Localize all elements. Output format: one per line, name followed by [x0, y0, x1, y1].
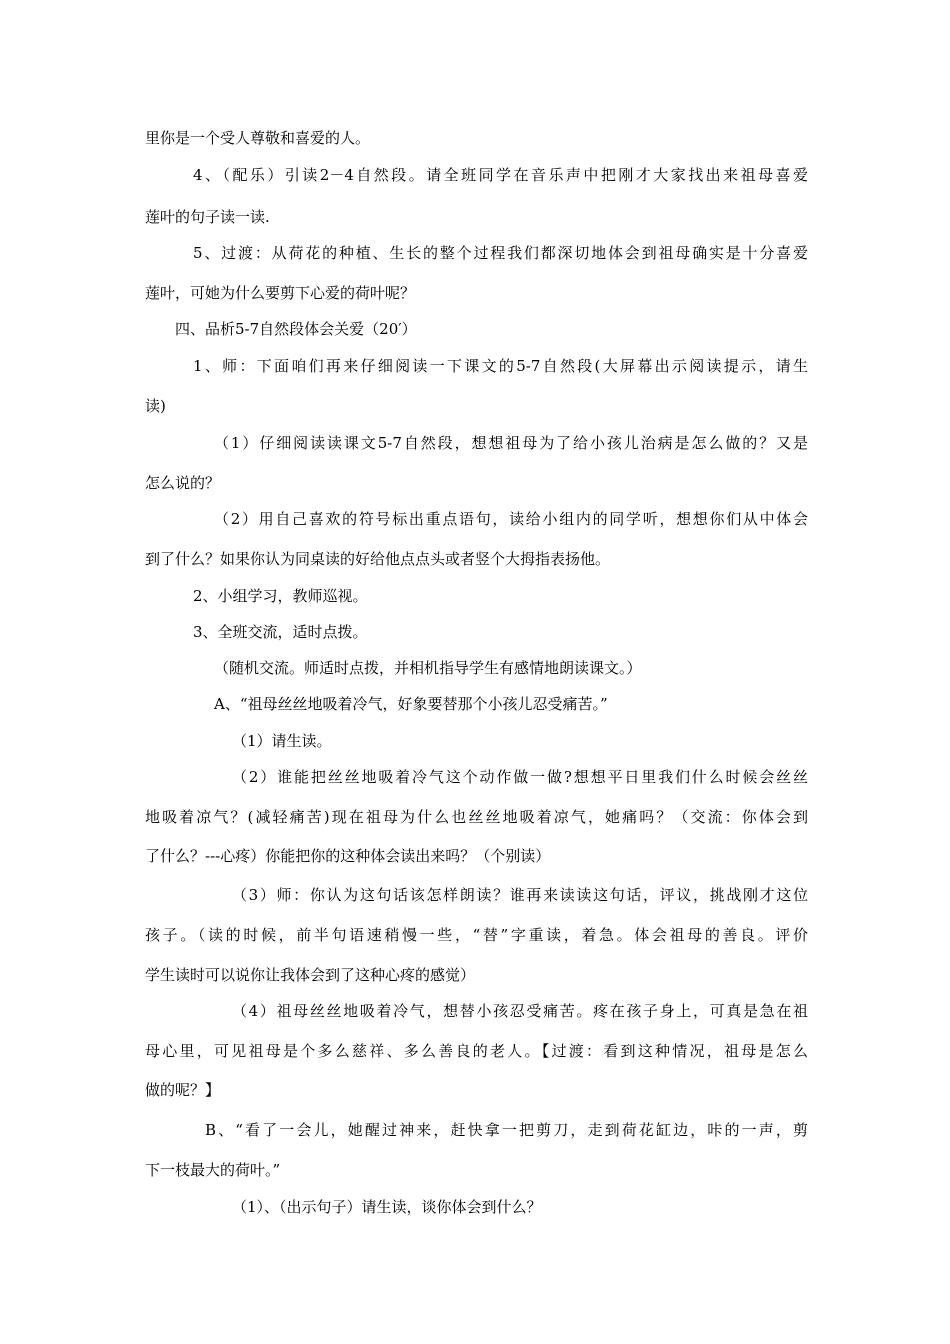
text-line-25: 母心里，可见祖母是个多么慈祥、多么善良的老人。【过渡：看到这种情况，祖母是怎么	[145, 1042, 808, 1060]
text-line-4: 5、过渡：从荷花的种植、生长的整个过程我们都深切地体会到祖母确实是十分喜爱	[193, 244, 808, 262]
text-line-23: 学生读时可以说你让我体会到了这种心疼的感觉）	[145, 966, 476, 984]
text-line-14: 3、全班交流，适时点拨。	[193, 623, 368, 641]
text-line-9: （1）仔细阅读读课文5-7自然段，想想祖母为了给小孩儿治病是怎么做的？又是	[214, 434, 808, 452]
text-line-1: 里你是一个受人尊敬和喜爱的人。	[145, 129, 371, 147]
text-line-2: 4、（配乐）引读2－4自然段。请全班同学在音乐声中把刚才大家找出来祖母喜爱	[193, 166, 808, 184]
text-line-3: 莲叶的句子读一读.	[145, 208, 270, 226]
section-heading-4: 四、品析5-7自然段体会关爱（20′）	[175, 320, 417, 338]
text-line-24: （4）祖母丝丝地吸着冷气，想替小孩忍受痛苦。疼在孩子身上，可真是急在祖	[232, 1002, 808, 1020]
text-line-13: 2、小组学习，教师巡视。	[193, 587, 368, 605]
text-line-16: A、“祖母丝丝地吸着冷气，好象要替那个小孩儿忍受痛苦。”	[214, 695, 608, 713]
text-line-19: 地吸着凉气？(减轻痛苦)现在祖母为什么也丝丝地吸着凉气，她痛吗？（交流：你体会到	[145, 808, 808, 826]
text-line-20: 了什么？---心疼）你能把你的这种体会读出来吗？（个别读）	[145, 847, 551, 865]
text-line-5: 莲叶，可她为什么要剪下心爱的荷叶呢？	[145, 284, 416, 302]
text-line-26: 做的呢？】	[145, 1081, 221, 1099]
text-line-18: （2）谁能把丝丝地吸着冷气这个动作做一做?想想平日里我们什么时候会丝丝	[232, 768, 808, 786]
text-line-7: 1、师：下面咱们再来仔细阅读一下课文的5-7自然段(大屏幕出示阅读提示，请生	[193, 357, 808, 375]
text-line-29: （1）、（出示句子）请生读，谈你体会到什么？	[232, 1198, 542, 1216]
text-line-11: （2）用自己喜欢的符号标出重点语句，读给小组内的同学听，想想你们从中体会	[214, 510, 808, 528]
text-line-10: 怎么说的？	[145, 474, 221, 492]
text-line-12: 到了什么？如果你认为同桌读的好给他点点头或者竖个大拇指表扬他。	[145, 550, 611, 568]
text-line-17: （1）请生读。	[232, 732, 332, 750]
text-line-21: （3）师：你认为这句话该怎样朗读？谁再来读读这句话，评议，挑战刚才这位	[232, 886, 808, 904]
text-line-15: （随机交流。师适时点拨，并相机指导学生有感情地朗读课文。）	[214, 659, 642, 677]
text-line-27: B、“看了一会儿，她醒过神来，赶快拿一把剪刀，走到荷花缸边，咔的一声，剪	[205, 1121, 808, 1139]
text-line-22: 孩子。（读的时候，前半句语速稍慢一些，“替”字重读，着急。体会祖母的善良。评价	[145, 926, 808, 944]
text-line-8: 读)	[145, 397, 166, 415]
text-line-28: 下一枝最大的荷叶。”	[145, 1161, 281, 1179]
